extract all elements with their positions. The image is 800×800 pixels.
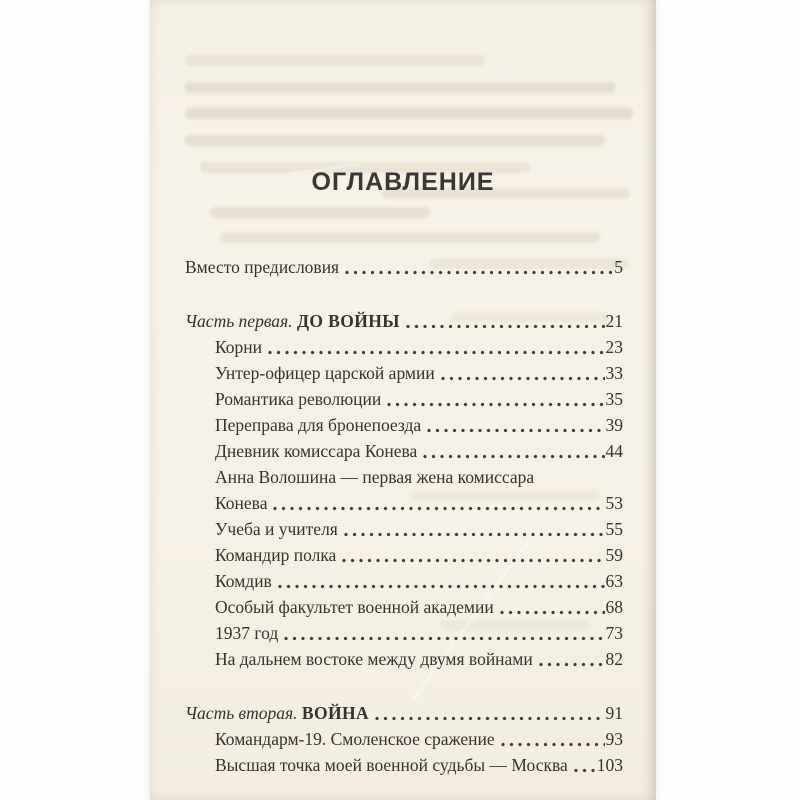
page-number: 23 [605, 337, 623, 357]
page-number: 93 [605, 729, 623, 749]
toc-chapter-label: Корни [215, 337, 263, 357]
toc-chapter [185, 752, 623, 778]
dot-leader [345, 270, 613, 275]
toc-chapter [185, 646, 623, 672]
toc-chapter [185, 490, 623, 516]
dot-leader [406, 324, 605, 329]
page-number: 91 [605, 703, 623, 723]
toc-preface-label: Вместо предисловия [185, 257, 340, 277]
toc-chapter [185, 726, 623, 752]
page-number: 53 [605, 493, 623, 513]
page-number: 5 [614, 257, 623, 277]
toc-chapter-label: На дальнем востоке между двумя войнами [215, 649, 533, 669]
dot-leader [539, 662, 605, 667]
page-number: 35 [605, 389, 623, 409]
page-number: 73 [605, 623, 623, 643]
bleedthrough-line [220, 232, 600, 243]
bleedthrough-line [210, 207, 430, 218]
toc-chapter-label: Анна Волошина — первая жена комиссара [215, 467, 535, 487]
toc-chapter-label: Комдив [215, 571, 272, 591]
dot-leader [427, 428, 604, 433]
page-number: 68 [605, 597, 623, 617]
bleedthrough-line [185, 108, 633, 119]
dot-leader [342, 558, 604, 563]
dot-leader [500, 610, 605, 615]
toc-chapter-label: Дневник комиссара Конева [215, 441, 418, 461]
page-number: 44 [605, 441, 623, 461]
dot-leader [501, 742, 605, 747]
toc-chapter-label: 1937 год [215, 623, 279, 643]
toc-chapter-label: Командир полка [215, 545, 337, 565]
toc-chapter-label: Особый факультет военной академии [215, 597, 494, 617]
page-number: 103 [596, 755, 623, 775]
dot-leader [273, 506, 604, 511]
dot-leader [387, 402, 604, 407]
toc-chapter [185, 360, 623, 386]
page-number: 59 [605, 545, 623, 565]
book-page [150, 0, 656, 800]
toc-chapter [185, 386, 623, 412]
dot-leader [375, 716, 604, 721]
page-number: 82 [605, 649, 623, 669]
toc-chapter-label: Романтика революции [215, 389, 382, 409]
toc-chapter [185, 594, 623, 620]
toc-list [150, 254, 656, 778]
toc-chapter-label: Высшая точка моей военной судьбы — Москва [215, 755, 568, 775]
dot-leader [284, 636, 604, 641]
toc-chapter [185, 516, 623, 542]
toc-part-header-label: Часть вторая. ВОЙНА [185, 703, 370, 723]
toc-chapter [185, 334, 623, 360]
toc-chapter-label: Командарм-19. Смоленское сражение [215, 729, 495, 749]
toc-part-header [185, 308, 623, 334]
dot-leader [423, 454, 604, 459]
page-number: 33 [605, 363, 623, 383]
page-number: 39 [605, 415, 623, 435]
bleedthrough-line [185, 55, 485, 66]
toc-chapter [185, 568, 623, 594]
page-number: 55 [605, 519, 623, 539]
dot-leader [278, 584, 605, 589]
dot-leader [441, 376, 605, 381]
toc-chapter [185, 464, 623, 490]
toc-part-header [185, 700, 623, 726]
toc-title: ОГЛАВЛЕНИЕ [311, 168, 495, 196]
toc-chapter-label: Унтер-офицер царской армии [215, 363, 435, 383]
toc-chapter-label: Учеба и учителя [215, 519, 338, 539]
toc-chapter [185, 438, 623, 464]
page-number: 63 [605, 571, 623, 591]
bleedthrough-line [185, 82, 615, 93]
toc-chapter-label: Конева [215, 493, 268, 513]
dot-leader [344, 532, 605, 537]
toc-chapter [185, 412, 623, 438]
toc-part-header-label: Часть первая. ДО ВОЙНЫ [185, 311, 400, 331]
dot-leader [268, 350, 604, 355]
bleedthrough-line [185, 135, 605, 146]
toc-preface [185, 254, 623, 280]
toc-chapter [185, 542, 623, 568]
page-number: 21 [605, 311, 623, 331]
toc-chapter-label: Переправа для бронепоезда [215, 415, 422, 435]
toc-chapter [185, 620, 623, 646]
dot-leader [574, 768, 596, 773]
